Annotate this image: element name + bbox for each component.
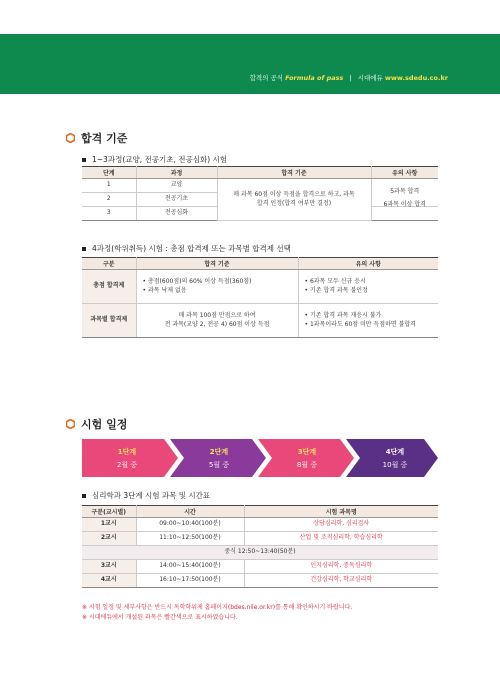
- note-cell: 6과목 이상 합격: [371, 199, 438, 213]
- header-prefix: 합격의 공식: [249, 74, 284, 82]
- stage-label: 1단계: [117, 447, 137, 456]
- note-cell: 5과목 합격: [371, 179, 438, 207]
- square-bullet-icon: [82, 247, 86, 251]
- header-banner: [0, 34, 500, 94]
- row-label: 총점 합격제: [82, 270, 136, 304]
- criteria-cell: • 총점(600점)의 60% 이상 득점(360점) • 과목 낙제 없음: [136, 270, 298, 304]
- note-cell: • 6과목 모두 신규 응시 • 기존 합격 과목 불인정: [298, 270, 438, 304]
- stage-month: 5월 중: [208, 460, 230, 469]
- course-cell: 교양: [136, 179, 217, 193]
- period-cell: 4교시: [82, 574, 136, 588]
- criteria-table-1: [82, 166, 438, 221]
- table-header: 구분: [82, 258, 136, 270]
- table-header: 과정: [136, 167, 217, 179]
- stage-timeline: [82, 439, 438, 477]
- timetable: [82, 505, 438, 588]
- header-tagline-en: Formula of pass: [285, 74, 344, 82]
- stage-label: 3단계: [297, 447, 317, 456]
- table-header: 유의 사항: [371, 167, 438, 179]
- section-title-criteria: [66, 130, 127, 146]
- subjects-cell: 건강심리학, 학교심리학: [244, 574, 438, 588]
- stage-label: 2단계: [209, 447, 229, 456]
- course-cell: 전공심화: [136, 207, 217, 221]
- step-cell: 3: [82, 207, 136, 221]
- stage-1: [82, 439, 172, 477]
- header-separator: |: [349, 74, 352, 82]
- header-brand: 시대에듀: [357, 74, 383, 82]
- stage-2: [178, 439, 260, 477]
- table-row: [82, 518, 438, 532]
- time-cell: 09:00~10:40(100분): [136, 518, 244, 532]
- table-header: 시간: [136, 506, 244, 518]
- section-title-text: 합격 기준: [81, 132, 128, 145]
- note-cell: • 기존 합격 과목 재응시 불가 • 1과목이라도 60점 미만 득점하면 불합격: [298, 304, 438, 338]
- step-cell: 1: [82, 179, 136, 193]
- stage-month: 8월 중: [296, 460, 318, 469]
- table-header: 합격 기준: [217, 167, 371, 179]
- period-cell: 3교시: [82, 560, 136, 574]
- table-row: [82, 179, 438, 193]
- table-row: [82, 560, 438, 574]
- hexagon-bullet-icon: [66, 133, 75, 143]
- stage-label: 4단계: [385, 447, 405, 456]
- square-bullet-icon: [82, 158, 86, 162]
- table3-caption: 심리학과 3단계 시험 과목 및 시간표: [82, 490, 210, 501]
- table-row: [82, 270, 438, 304]
- square-bullet-icon: [82, 494, 86, 498]
- section-title-schedule: [66, 416, 127, 432]
- row-label: 과목별 합격제: [82, 304, 136, 338]
- stage-4: [354, 439, 436, 477]
- table-header: 구분(교시별): [82, 506, 136, 518]
- header-tagline: [250, 73, 448, 82]
- table1-caption: 1~3과정(교양, 전공기초, 전공심화) 시험: [82, 154, 227, 165]
- footnotes: [82, 603, 352, 623]
- time-cell: 11:10~12:50(100분): [136, 532, 244, 546]
- criteria-table-2: [82, 257, 438, 338]
- footnote: ※ 시험 일정 및 세부사항은 반드시 독학학위제 홈페이지(bdes.nile.or.kr)를 통해 확인하시기 바랍니다.: [82, 604, 353, 611]
- table-header: 합격 기준: [136, 258, 298, 270]
- subjects-cell: 산업 및 조직심리학, 학습심리학: [244, 532, 438, 546]
- subjects-cell: 인지심리학, 중독심리학: [244, 560, 438, 574]
- criteria-cell: 매 과목 60점 이상 득점을 합격으로 하고, 과목 합격 인정(합격 여부만 결정): [217, 179, 371, 221]
- table-header: 단계: [82, 167, 136, 179]
- table-row: [82, 532, 438, 546]
- table2-caption: 4과정(학위취득) 시험 : 총점 합격제 또는 과목별 합격제 선택: [82, 243, 291, 254]
- stage-month: 10월 중: [382, 460, 408, 469]
- stage-3: [266, 439, 348, 477]
- course-cell: 전공기초: [136, 193, 217, 207]
- footnote: ※ 시대에듀에서 개설된 과목은 빨간색으로 표시하였습니다.: [82, 614, 238, 622]
- subjects-cell: 상담심리학, 심리검사: [244, 518, 438, 532]
- table-header: 시험 과목명: [244, 506, 438, 518]
- table-row: [82, 304, 438, 338]
- step-cell: 2: [82, 193, 136, 207]
- period-cell: 2교시: [82, 532, 136, 546]
- time-cell: 14:00~15:40(100분): [136, 560, 244, 574]
- lunch-row: [82, 546, 438, 560]
- hexagon-bullet-icon: [66, 419, 75, 429]
- stage-month: 2월 중: [116, 460, 138, 469]
- criteria-cell: 매 과목 100점 만점으로 하여 전 과목(교양 2, 전공 4) 60점 이상 득점: [136, 304, 298, 338]
- period-cell: 1교시: [82, 518, 136, 532]
- header-url-link[interactable]: www.sdedu.co.kr: [384, 74, 448, 82]
- section-title-text: 시험 일정: [81, 418, 128, 431]
- lunch-cell: 중식 12:50~13:40(50분): [82, 546, 438, 560]
- table-header: 유의 사항: [298, 258, 438, 270]
- time-cell: 16:10~17:50(100분): [136, 574, 244, 588]
- table-row: [82, 574, 438, 588]
